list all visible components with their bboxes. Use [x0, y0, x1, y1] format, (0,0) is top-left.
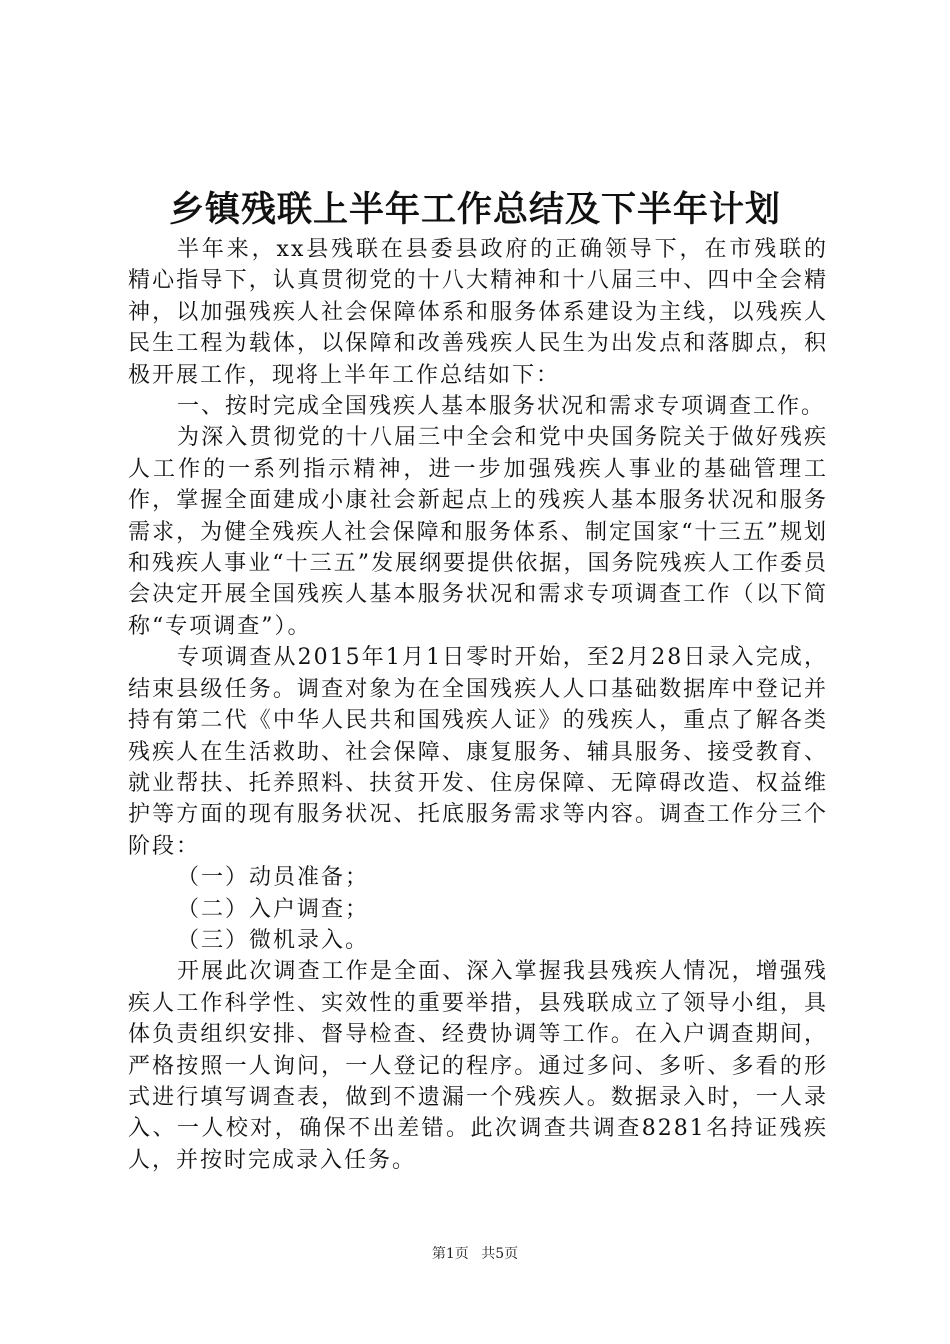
document-title: 乡镇残联上半年工作总结及下半年计划 — [168, 189, 781, 230]
paragraph-survey-result: 开展此次调查工作是全面、深入掌握我县残疾人情况，增强残疾人工作科学性、实效性的重要举措，县残联成立了领导小组，具体负责组织安排、督导检查、经费协调等工作。在入户调查期间，严格按照一人询问，一人登记的程序。通过多问、多听、多看的形式进行填写调查表，做到不遗漏一个残疾人。数据录入时，一人录入、一人校对，确保不出差错。此次调查共调查8281名持证残疾人，并按时完成录入任务。 — [128, 959, 828, 1173]
section-heading-1: 一、按时完成全国残疾人基本服务状况和需求专项调查工作。 — [177, 394, 826, 420]
list-item-stage-2: （二）入户调查； — [177, 896, 370, 922]
list-item-stage-3: （三）微机录入。 — [177, 927, 370, 953]
paragraph-survey-scope: 专项调查从2015年1月1日零时开始，至2月28日录入完成，结束县级任务。调查对象为在全国残疾人人口基础数据库中登记并持有第二代《中华人民共和国残疾人证》的残疾人，重点了解各类残疾人在生活救助、社会保障、康复服务、辅具服务、接受教育、就业帮扶、托养照料、扶贫开发、住房保障、无障碍改造、权益维护等方面的现有服务状况、托底服务需求等内容。调查工作分三个阶段： — [128, 645, 828, 859]
page-number-total: 共5页 — [481, 1246, 519, 1262]
document-body — [128, 234, 828, 1176]
list-item-stage-1: （一）动员准备； — [177, 865, 370, 891]
page-footer — [0, 1244, 950, 1264]
paragraph-intro: 半年来，xx县残联在县委县政府的正确领导下，在市残联的精心指导下，认真贯彻党的十八大精神和十八届三中、四中全会精神，以加强残疾人社会保障体系和服务体系建设为主线，以残疾人民生工程为载体，以保障和改善残疾人民生为出发点和落脚点，积极开展工作，现将上半年工作总结如下： — [128, 237, 828, 388]
page-number-current: 第1页 — [431, 1246, 469, 1262]
paragraph-background: 为深入贯彻党的十八届三中全会和党中央国务院关于做好残疾人工作的一系列指示精神，进一步加强残疾人事业的基础管理工作，掌握全面建成小康社会新起点上的残疾人基本服务状况和服务需求，为健全残疾人社会保障和服务体系、制定国家“十三五”规划和残疾人事业“十三五”发展纲要提供依据，国务院残疾人工作委员会决定开展全国残疾人基本服务状况和需求专项调查工作（以下简称“专项调查”）。 — [128, 425, 828, 639]
